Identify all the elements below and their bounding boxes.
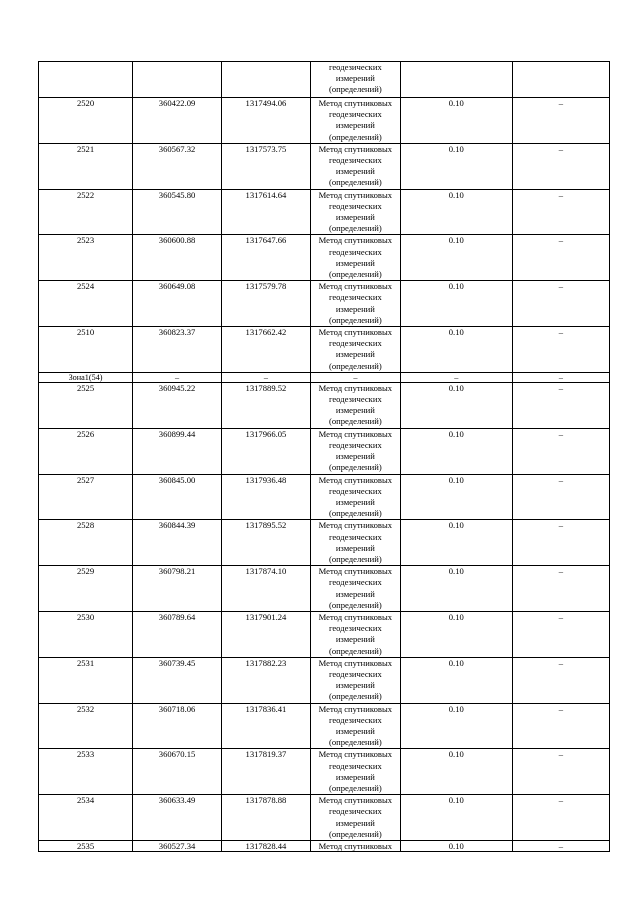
cell-number: 2534: [39, 795, 133, 841]
method-line: (определений): [329, 462, 382, 473]
cell-note: –: [512, 281, 609, 327]
method-line: Метод спутниковых: [318, 235, 393, 246]
cell-number: 2527: [39, 474, 133, 520]
cell-x: 360739.45: [133, 657, 222, 703]
cell-x: 360422.09: [133, 98, 222, 144]
method-line: геодезических: [328, 338, 382, 349]
cell-number: [39, 62, 133, 98]
cell-accuracy: 0.10: [400, 520, 512, 566]
cell-y: 1317895.52: [222, 520, 311, 566]
method-line: геодезических: [328, 760, 382, 771]
cell-method: [310, 189, 400, 235]
cell-number: 2524: [39, 281, 133, 327]
table-row: [39, 327, 610, 373]
cell-number: 2530: [39, 611, 133, 657]
method-line: геодезических: [328, 155, 382, 166]
cell-accuracy: 0.10: [400, 611, 512, 657]
method-text: [311, 190, 400, 235]
method-line: измерений: [335, 120, 375, 131]
method-line: геодезических: [328, 623, 382, 634]
method-line: геодезических: [328, 62, 382, 72]
method-line: Метод спутниковых: [318, 566, 393, 577]
method-line: (определений): [329, 177, 382, 188]
method-text: [311, 749, 400, 794]
cell-y: 1317966.05: [222, 428, 311, 474]
method-line: (определений): [329, 508, 382, 519]
method-text: [311, 383, 400, 428]
cell-method: –: [310, 372, 400, 382]
cell-y: 1317819.37: [222, 749, 311, 795]
cell-y: 1317828.44: [222, 841, 311, 852]
table-row: [39, 428, 610, 474]
cell-number: 2535: [39, 841, 133, 852]
coordinates-table-body: [39, 62, 610, 852]
cell-x: 360798.21: [133, 566, 222, 612]
cell-y: 1317889.52: [222, 382, 311, 428]
method-text: [311, 795, 400, 840]
method-line: геодезических: [328, 109, 382, 120]
cell-method: [310, 657, 400, 703]
cell-note: –: [512, 98, 609, 144]
cell-accuracy: 0.10: [400, 98, 512, 144]
cell-note: –: [512, 382, 609, 428]
method-line: Метод спутниковых: [318, 611, 393, 622]
method-line: (определений): [329, 553, 382, 564]
cell-x: 360845.00: [133, 474, 222, 520]
cell-method: [310, 235, 400, 281]
cell-method: [310, 474, 400, 520]
cell-note: –: [512, 428, 609, 474]
cell-note: –: [512, 189, 609, 235]
cell-accuracy: 0.10: [400, 703, 512, 749]
cell-note: –: [512, 611, 609, 657]
method-text: [311, 520, 400, 565]
method-line: (определений): [329, 223, 382, 234]
zone-label: Зона1(54): [39, 372, 133, 382]
cell-method: [310, 703, 400, 749]
method-line: Метод спутниковых: [318, 189, 393, 200]
method-line: (определений): [329, 599, 382, 610]
cell-note: –: [512, 327, 609, 373]
cell-x: 360545.80: [133, 189, 222, 235]
method-line: геодезических: [328, 292, 382, 303]
table-row: [39, 382, 610, 428]
method-line: (определений): [329, 691, 382, 702]
cell-note: –: [512, 520, 609, 566]
method-line: Метод спутниковых: [318, 657, 393, 668]
cell-method: Метод спутниковых: [310, 841, 400, 852]
method-line: (определений): [329, 314, 382, 325]
table-row: [39, 749, 610, 795]
cell-x: 360823.37: [133, 327, 222, 373]
cell-note: –: [512, 841, 609, 852]
cell-y: 1317878.88: [222, 795, 311, 841]
method-line: (определений): [329, 416, 382, 427]
table-row: [39, 657, 610, 703]
method-line: Метод спутниковых: [318, 281, 393, 292]
method-text: [311, 566, 400, 611]
cell-note: –: [512, 235, 609, 281]
cell-y: 1317662.42: [222, 327, 311, 373]
method-text: [311, 327, 400, 372]
cell-method: [310, 281, 400, 327]
cell-x: 360567.32: [133, 143, 222, 189]
cell-note: –: [512, 474, 609, 520]
method-line: геодезических: [328, 714, 382, 725]
table-row: [39, 611, 610, 657]
method-line: измерений: [335, 725, 375, 736]
cell-method: [310, 143, 400, 189]
cell-number: 2525: [39, 382, 133, 428]
cell-x: 360633.49: [133, 795, 222, 841]
method-line: (определений): [329, 737, 382, 748]
cell-note: –: [512, 143, 609, 189]
cell-number: 2521: [39, 143, 133, 189]
cell-accuracy: –: [400, 372, 512, 382]
table-row: [39, 281, 610, 327]
cell-accuracy: 0.10: [400, 428, 512, 474]
method-text: [311, 612, 400, 657]
cell-x: 360718.06: [133, 703, 222, 749]
method-line: Метод спутниковых: [318, 327, 393, 338]
cell-x: –: [133, 372, 222, 382]
method-line: измерений: [335, 405, 375, 416]
method-line: Метод спутниковых: [318, 98, 393, 108]
method-line: (определений): [329, 269, 382, 280]
cell-note: –: [512, 657, 609, 703]
cell-x: 360945.22: [133, 382, 222, 428]
method-line: геодезических: [328, 577, 382, 588]
cell-number: 2510: [39, 327, 133, 373]
cell-y: 1317874.10: [222, 566, 311, 612]
cell-method: [310, 428, 400, 474]
method-text: [311, 144, 400, 189]
cell-x: [133, 62, 222, 98]
method-line: измерений: [335, 349, 375, 360]
cell-number: 2528: [39, 520, 133, 566]
cell-number: 2526: [39, 428, 133, 474]
method-line: измерений: [335, 451, 375, 462]
method-text: [311, 235, 400, 280]
method-line: Метод спутниковых: [318, 749, 393, 760]
cell-accuracy: 0.10: [400, 189, 512, 235]
cell-y: 1317882.23: [222, 657, 311, 703]
cell-accuracy: 0.10: [400, 235, 512, 281]
cell-y: [222, 62, 311, 98]
cell-accuracy: [400, 62, 512, 98]
method-line: измерений: [335, 771, 375, 782]
cell-note: [512, 62, 609, 98]
method-line: измерений: [335, 634, 375, 645]
cell-method: [310, 62, 400, 98]
method-line: геодезических: [328, 246, 382, 257]
cell-x: 360844.39: [133, 520, 222, 566]
cell-x: 360649.08: [133, 281, 222, 327]
cell-y: –: [222, 372, 311, 382]
method-line: измерений: [335, 588, 375, 599]
cell-number: 2533: [39, 749, 133, 795]
cell-accuracy: 0.10: [400, 657, 512, 703]
method-line: Метод спутниковых: [318, 703, 393, 714]
cell-note: –: [512, 703, 609, 749]
cell-method: [310, 382, 400, 428]
method-line: (определений): [329, 782, 382, 793]
cell-number: 2532: [39, 703, 133, 749]
method-line: измерений: [335, 212, 375, 223]
cell-note: –: [512, 749, 609, 795]
table-row: [39, 98, 610, 144]
method-line: геодезических: [328, 439, 382, 450]
table-row-continuation: [39, 62, 610, 98]
cell-accuracy: 0.10: [400, 566, 512, 612]
cell-accuracy: 0.10: [400, 841, 512, 852]
cell-number: 2522: [39, 189, 133, 235]
cell-y: 1317901.24: [222, 611, 311, 657]
cell-accuracy: 0.10: [400, 474, 512, 520]
cell-accuracy: 0.10: [400, 749, 512, 795]
cell-note: –: [512, 566, 609, 612]
method-line: Метод спутниковых: [318, 143, 393, 154]
method-text: [311, 429, 400, 474]
cell-x: 360600.88: [133, 235, 222, 281]
method-text: [311, 704, 400, 749]
cell-number: 2523: [39, 235, 133, 281]
cell-y: 1317614.64: [222, 189, 311, 235]
method-line: геодезических: [328, 200, 382, 211]
method-line: геодезических: [328, 531, 382, 542]
method-line: геодезических: [328, 485, 382, 496]
method-line: измерений: [335, 257, 375, 268]
table-row: [39, 703, 610, 749]
cell-x: 360527.34: [133, 841, 222, 852]
coordinates-table: [38, 61, 610, 852]
method-line: Метод спутниковых: [318, 795, 393, 806]
method-text: [311, 98, 400, 143]
method-line: Метод спутниковых: [318, 382, 393, 393]
table-row: [39, 520, 610, 566]
method-line: геодезических: [328, 668, 382, 679]
method-text: [311, 475, 400, 520]
cell-number: 2529: [39, 566, 133, 612]
table-row: [39, 189, 610, 235]
method-line: измерений: [335, 166, 375, 177]
cell-method: [310, 327, 400, 373]
table-row: [39, 795, 610, 841]
method-line: (определений): [329, 131, 382, 142]
cell-method: [310, 611, 400, 657]
method-text: [311, 62, 400, 96]
cell-number: 2531: [39, 657, 133, 703]
method-line: геодезических: [328, 806, 382, 817]
cell-x: 360789.64: [133, 611, 222, 657]
method-line: (определений): [329, 84, 382, 95]
method-line: измерений: [335, 73, 375, 84]
method-line: измерений: [335, 496, 375, 507]
table-row: [39, 235, 610, 281]
cell-x: 360899.44: [133, 428, 222, 474]
cell-note: –: [512, 795, 609, 841]
cell-accuracy: 0.10: [400, 382, 512, 428]
table-row: [39, 143, 610, 189]
cell-y: 1317494.06: [222, 98, 311, 144]
method-line: (определений): [329, 360, 382, 371]
cell-y: 1317836.41: [222, 703, 311, 749]
cell-method: [310, 566, 400, 612]
cell-y: 1317647.66: [222, 235, 311, 281]
table-row: [39, 841, 610, 852]
method-line: (определений): [329, 645, 382, 656]
cell-y: 1317573.75: [222, 143, 311, 189]
method-line: Метод спутниковых: [318, 474, 393, 485]
cell-method: [310, 749, 400, 795]
method-line: Метод спутниковых: [318, 520, 393, 531]
method-line: геодезических: [328, 394, 382, 405]
cell-accuracy: 0.10: [400, 327, 512, 373]
method-text: [311, 281, 400, 326]
method-line: измерений: [335, 817, 375, 828]
method-line: измерений: [335, 303, 375, 314]
cell-number: 2520: [39, 98, 133, 144]
cell-method: [310, 98, 400, 144]
cell-y: 1317579.78: [222, 281, 311, 327]
cell-method: [310, 520, 400, 566]
method-line: измерений: [335, 542, 375, 553]
cell-accuracy: 0.10: [400, 795, 512, 841]
cell-accuracy: 0.10: [400, 143, 512, 189]
method-text: [311, 658, 400, 703]
table-row-zone: [39, 372, 610, 382]
cell-accuracy: 0.10: [400, 281, 512, 327]
cell-x: 360670.15: [133, 749, 222, 795]
cell-method: [310, 795, 400, 841]
method-line: Метод спутниковых: [318, 428, 393, 439]
cell-note: –: [512, 372, 609, 382]
cell-y: 1317936.48: [222, 474, 311, 520]
method-line: измерений: [335, 680, 375, 691]
table-row: [39, 474, 610, 520]
method-line: (определений): [329, 828, 382, 839]
table-row: [39, 566, 610, 612]
